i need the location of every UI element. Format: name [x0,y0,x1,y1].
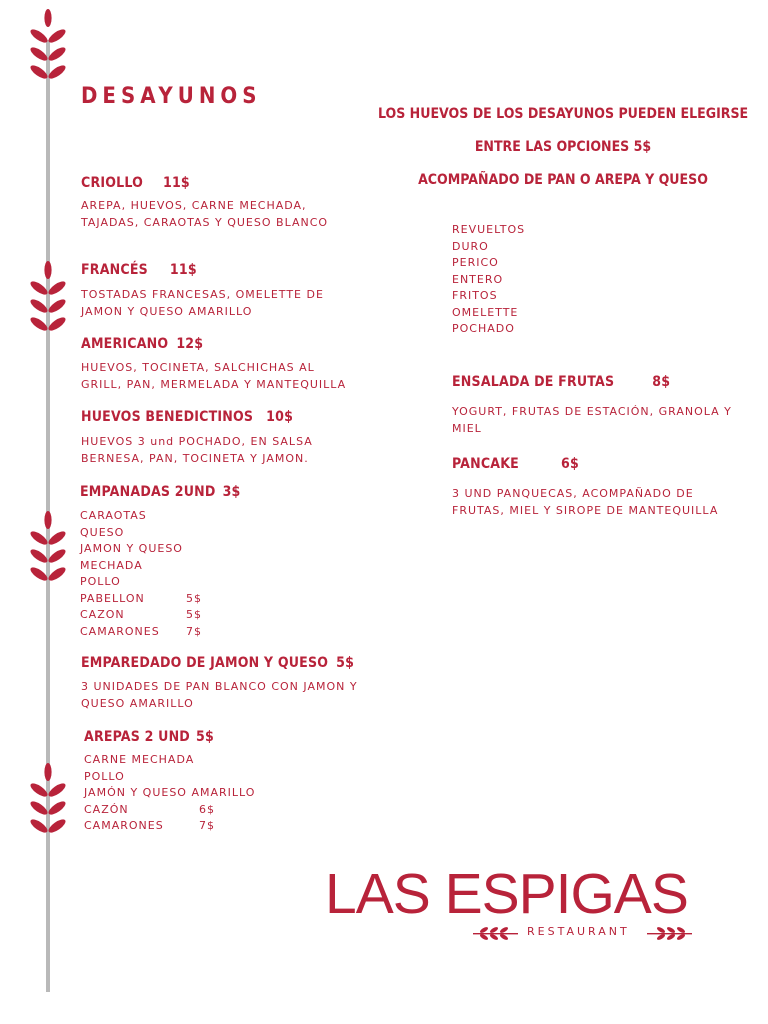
item-name: PANCAKE [452,456,519,472]
list-item: JAMON Y QUESO [80,542,183,555]
brand-subtitle: RESTAURANT [527,925,630,938]
menu-item-ensalada [452,374,670,390]
item-price: 3$ [222,484,241,500]
item-name: EMPANADAS 2UND [80,484,216,500]
menu-item-benedictinos [81,409,293,425]
menu-item-pancake [452,456,579,472]
list-item: DURO [452,239,489,253]
wheat-icon [26,762,70,848]
list-item: POLLO [84,769,125,783]
item-price: 11$ [169,262,197,278]
item-description: YOGURT, FRUTAS DE ESTACIÓN, GRANOLA Y MIEL [452,405,732,435]
menu-item-americano [81,336,203,352]
list-item: QUESO [80,525,125,539]
arepas-list [84,752,255,835]
item-description: 3 UNIDADES DE PAN BLANCO CON JAMON Y QUESO AMARILLO [81,680,358,710]
item-description: HUEVOS 3 und POCHADO, EN SALSA BERNESA, PAN, TOCINETA Y JAMON. [81,435,313,465]
page-title: DESAYUNOS [81,84,262,109]
extra-price: 6$ [199,802,215,816]
brand-logo: LAS ESPIGAS [325,862,688,926]
wheat-icon [26,8,70,94]
list-item: ENTERO [452,272,504,286]
menu-item-empanadas [80,484,241,500]
brand-subtitle-row [470,924,695,944]
item-price: 8$ [652,374,671,390]
item-description: 3 UND PANQUECAS, ACOMPAÑADO DE FRUTAS, MIEL Y SIROPE DE MANTEQUILLA [452,487,719,517]
item-description: HUEVOS, TOCINETA, SALCHICHAS AL GRILL, PAN, MERMELADA Y MANTEQUILLA [81,361,347,391]
menu-item-emparedado [81,655,354,671]
menu-item-arepas [84,729,214,745]
item-name: CRIOLLO [81,175,143,191]
list-item: FRITOS [452,289,498,302]
list-item [80,624,202,641]
wheat-icon [26,260,70,346]
item-name: AREPAS 2 UND [84,729,190,745]
item-price: 6$ [561,456,579,472]
item-name: EMPAREDADO DE JAMON Y QUESO [81,655,329,671]
extra-price: 5$ [186,591,202,605]
extra-name: CAZÓN [84,802,129,816]
extra-name: CAZON [80,608,125,621]
list-item: CARNE MECHADA [84,753,195,766]
list-item [84,818,255,835]
item-name: ENSALADA DE FRUTAS [452,374,615,390]
huevos-opciones-list [452,222,525,338]
item-price: 5$ [195,729,214,745]
extra-price: 7$ [199,819,215,832]
list-item: JAMÓN Y QUESO AMARILLO [84,786,256,799]
extra-price: 5$ [186,608,202,621]
list-item: OMELETTE [452,305,519,319]
menu-item-frances [81,262,197,278]
list-item: MECHADA [80,558,143,572]
empanadas-list [80,508,202,640]
item-description: AREPA, HUEVOS, CARNE MECHADA, TAJADAS, CARAOTAS Y QUESO BLANCO [81,199,329,229]
item-price: 12$ [176,336,204,352]
extra-name: CAMARONES [80,624,160,638]
item-price: 11$ [163,175,190,191]
extra-price: 7$ [186,624,202,638]
list-item [80,591,202,608]
item-name: HUEVOS BENEDICTINOS [81,409,254,425]
huevos-note-line: ACOMPAÑADO DE PAN O AREPA Y QUESO [418,172,708,188]
item-name: FRANCÉS [81,262,148,278]
list-item [84,802,255,819]
huevos-note-line: LOS HUEVOS DE LOS DESAYUNOS PUEDEN ELEGIRSE [378,106,749,122]
list-item [80,607,202,624]
list-item: POLLO [80,575,121,588]
huevos-note-line: ENTRE LAS OPCIONES 5$ [474,139,652,155]
wheat-icon [26,510,70,596]
list-item: POCHADO [452,322,515,335]
item-description: TOSTADAS FRANCESAS, OMELETTE DE JAMON Y QUESO AMARILLO [81,288,324,318]
item-name: AMERICANO [81,336,169,352]
item-price: 5$ [336,655,355,671]
list-item: REVUELTOS [452,223,526,236]
list-item: PERICO [452,256,499,269]
menu-item-criollo [81,175,190,191]
item-price: 10$ [266,409,294,425]
extra-name: CAMARONES [84,819,164,832]
extra-name: PABELLON [80,591,145,605]
list-item: CARAOTAS [80,509,147,522]
